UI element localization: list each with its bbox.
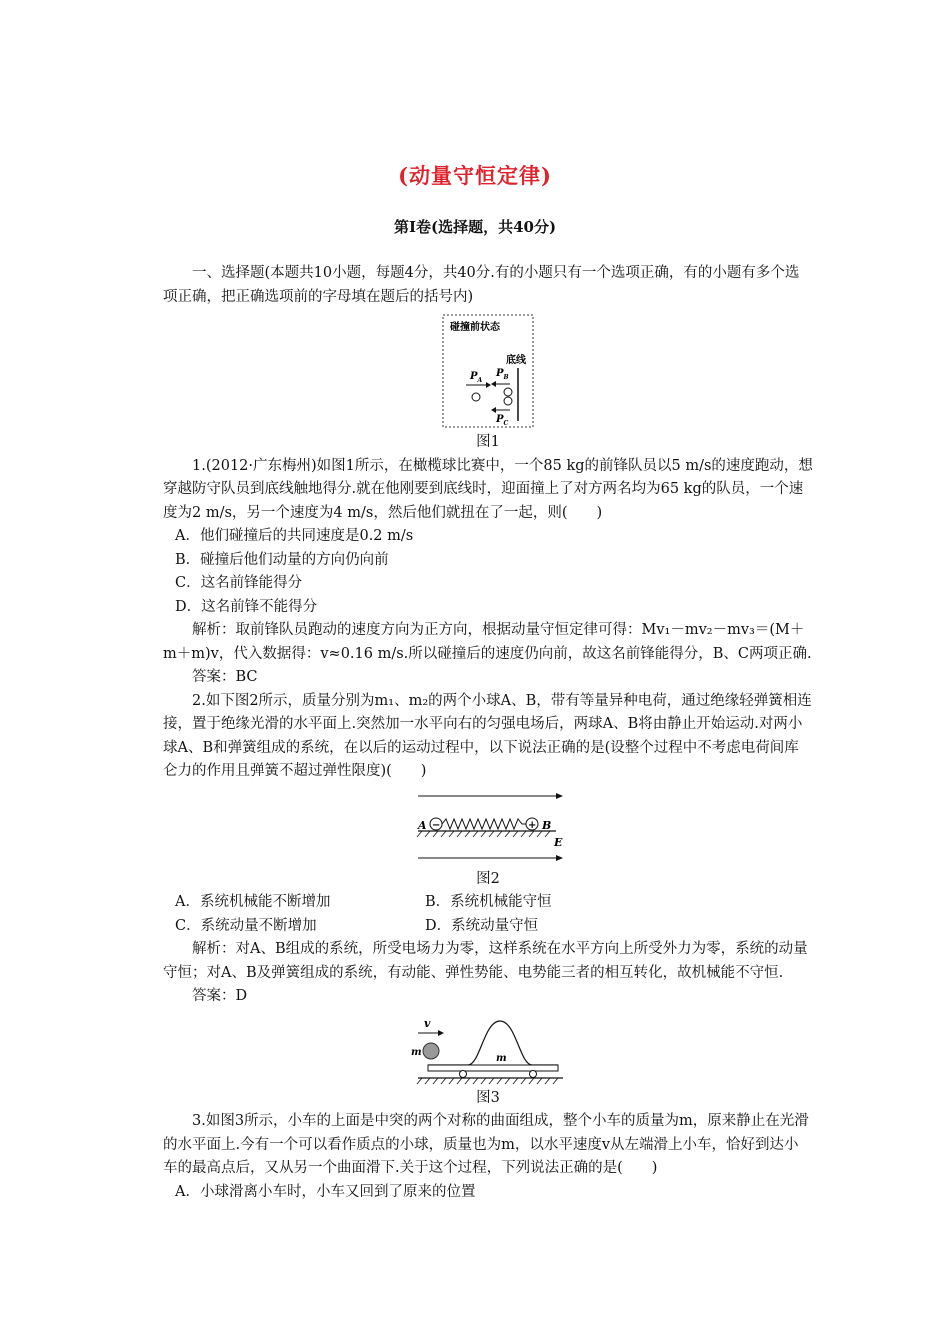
q2-answer: 答案：D	[192, 988, 248, 1004]
figure-1	[438, 313, 538, 431]
q2-option-c: C．系统动量不断增加	[175, 917, 317, 934]
label-a: A	[418, 818, 427, 832]
q1-option-d: D．这名前锋不能得分	[175, 598, 318, 615]
section-heading: 第Ⅰ卷(选择题，共40分)	[393, 218, 557, 236]
label-b: B	[542, 818, 552, 832]
figure1-baseline-label: 底线	[506, 355, 526, 366]
q2-option-b: B．系统机械能守恒	[425, 894, 552, 910]
content-block	[163, 262, 813, 1204]
q2-option-d: D．系统动量守恒	[425, 917, 539, 934]
q1-option-b: B．碰撞后他们动量的方向仍向前	[175, 551, 389, 568]
pa-label: $P_A$	[470, 371, 483, 384]
intro-paragraph: 一、选择题(本题共10小题，每题4分，共40分.有的小题只有一个选项正确，有的小题有多个选项正确，把正确选项前的字母填在题后的括号内)	[163, 265, 800, 305]
svg-text:−: −	[432, 819, 441, 831]
pb-label: $P_B$	[496, 368, 509, 381]
label-v: v	[424, 1016, 431, 1030]
q1-option-a: A．他们碰撞后的共同速度是0.2 m/s	[175, 528, 414, 544]
spring	[442, 819, 526, 829]
q1-option-c: C．这名前锋能得分	[175, 575, 303, 591]
q1-stem: 1.(2012·广东梅州)如图1所示，在橄榄球比赛中，一个85 kg的前锋队员以5 m/s的速度跑动，想穿越防守队员到底线触地得分.就在他刚要到底线时，迎面撞上了对方两名均为65 kg的队员，一个速度为2 m/s，另一个速度为4 m/s，然后他们就扭在了一起，则( )	[163, 457, 813, 521]
label-e: E	[554, 835, 563, 849]
figure2-caption: 图2	[476, 870, 500, 887]
q1-analysis: 解析：取前锋队员跑动的速度方向为正方向，根据动量守恒定律可得：Mv₁－mv₂－mv₃＝(M＋m＋m)v，代入数据得：v≈0.16 m/s.所以碰撞后的速度仍向前，故这名前锋能得分，B、C两项正确.	[163, 622, 812, 662]
wheel-right	[530, 1070, 537, 1077]
figure1-box-title: 碰撞前状态	[450, 322, 500, 333]
q2-options-row-1	[163, 891, 813, 915]
label-m-ball: m	[411, 1046, 422, 1058]
q2-analysis: 解析：对A、B组成的系统，所受电场力为零，这样系统在水平方向上所受外力为零，系统的动量守恒；对A、B及弹簧组成的系统，有动能、弹性势能、电势能三者的相互转化，故机械能不守恒.	[163, 941, 808, 981]
ball-c	[504, 397, 512, 405]
q2-option-a: A．系统机械能不断增加	[175, 894, 331, 910]
figure-3	[408, 1015, 568, 1087]
svg-text:+: +	[528, 819, 537, 831]
figure-2	[408, 788, 568, 868]
pc-label: $P_C$	[496, 414, 509, 427]
q1-answer: 答案：BC	[192, 669, 258, 685]
label-m-cart: m	[496, 1052, 507, 1064]
q2-options-row-2	[163, 915, 813, 939]
wheel-left	[460, 1070, 467, 1077]
figure3-caption: 图3	[476, 1089, 500, 1106]
q3-stem: 3.如图3所示，小车的上面是中突的两个对称的曲面组成，整个小车的质量为m，原来静止在光滑的水平面上.今有一个可以看作质点的小球，质量也为m，以水平速度v从左端滑上小车，恰好到达小车的最高点后，又从另一个曲面滑下.关于这个过程，下列说法正确的是( )	[163, 1113, 809, 1176]
ball-b	[504, 388, 512, 396]
cart-hump	[428, 1021, 558, 1065]
figure1-caption: 图1	[476, 434, 500, 450]
q3-option-a: A．小球滑离小车时，小车又回到了原来的位置	[175, 1183, 476, 1200]
page-title: (动量守恒定律)	[398, 163, 552, 188]
q2-stem: 2.如下图2所示，质量分别为m₁、m₂的两个小球A、B，带有等量异种电荷，通过绝缘轻弹簧相连接，置于绝缘光滑的水平面上.突然加一水平向右的匀强电场后，两球A、B将由静止开始运动.对两小球A、B和弹簧组成的系统，在以后的运动过程中，以下说法正确的是(设整个过程中不考虑电荷间库仑力的作用且弹簧不超过弹性限度)( )	[163, 692, 812, 779]
cart-body	[428, 1065, 558, 1071]
ball-a	[472, 393, 480, 401]
ball-m	[423, 1043, 439, 1059]
